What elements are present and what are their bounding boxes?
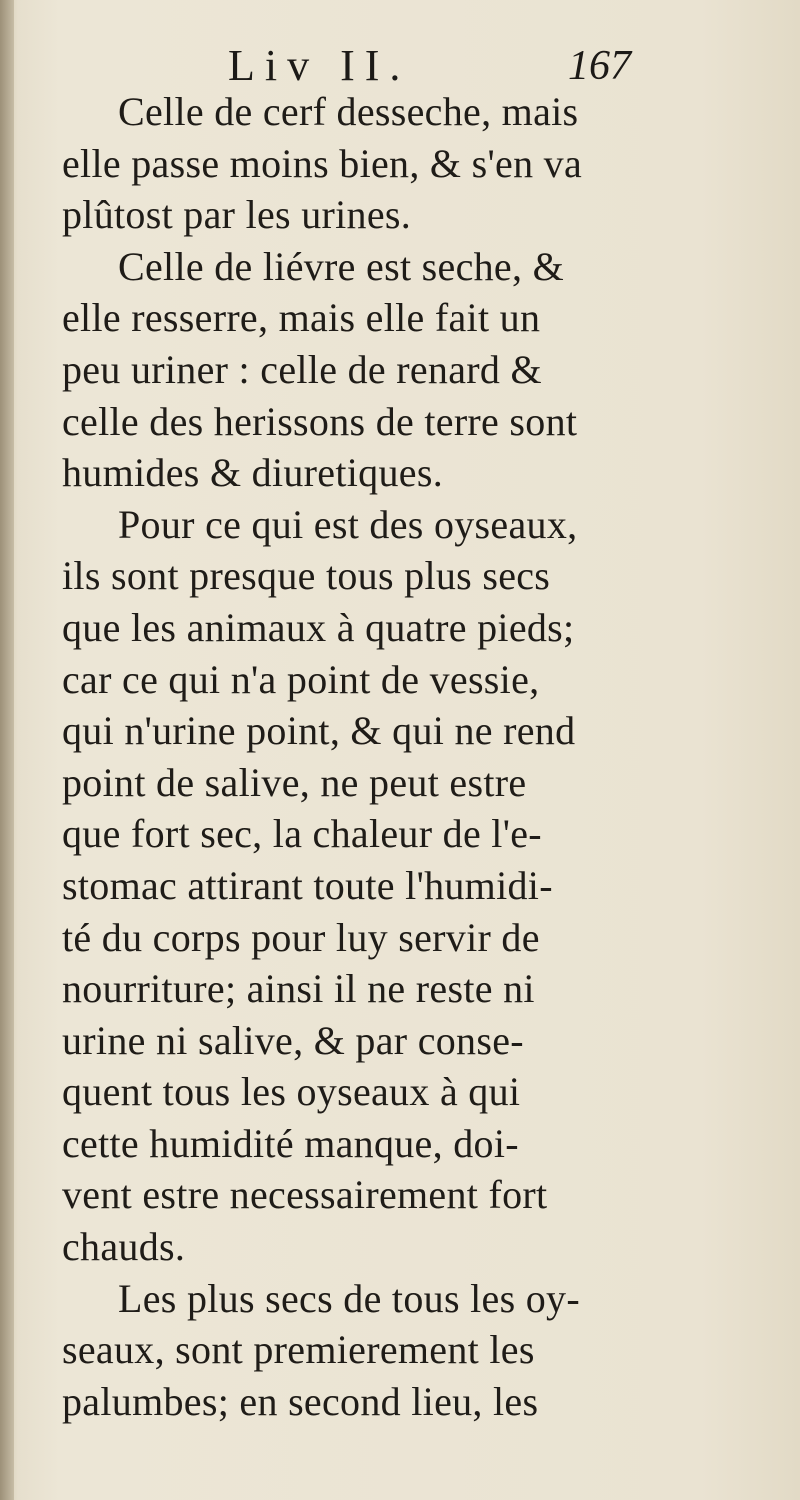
text-line: Celle de liévre est seche, & [118, 243, 564, 289]
text-line: peu uriner : celle de renard & [62, 346, 542, 392]
text-line: plûtost par les urines. [62, 192, 412, 238]
text-line: qui n'urine point, & qui ne rend [62, 708, 576, 754]
text-line: que fort sec, la chaleur de l'e- [62, 811, 542, 857]
text-line: vent estre necessairement fort [62, 1172, 548, 1218]
text-line: que les animaux à quatre pieds; [62, 604, 575, 650]
text-line: celle des herissons de terre sont [62, 398, 578, 444]
text-line: nourriture; ainsi il ne reste ni [62, 966, 535, 1012]
text-line: seaux, sont premierement les [62, 1327, 535, 1373]
running-head: Liv II. [228, 41, 411, 90]
text-line: quent tous les oyseaux à qui [62, 1069, 521, 1115]
text-line: Les plus secs de tous les oy- [118, 1275, 580, 1321]
text-line: Celle de cerf desseche, mais [118, 89, 579, 134]
text-line: car ce qui n'a point de vessie, [62, 656, 540, 702]
text-line: ils sont presque tous plus secs [62, 553, 551, 599]
text-line: chauds. [62, 1224, 186, 1270]
text-line: humides & diuretiques. [62, 450, 443, 496]
text-line: té du corps pour luy servir de [62, 914, 540, 960]
text-line: cette humidité manque, doi- [62, 1120, 519, 1166]
text-line: palumbes; en second lieu, les [62, 1378, 539, 1424]
text-line: point de salive, ne peut estre [62, 759, 527, 805]
text-line: urine ni salive, & par conse- [62, 1017, 524, 1063]
text-line: elle resserre, mais elle fait un [62, 295, 541, 341]
text-line: stomac attirant toute l'humidi- [62, 862, 553, 908]
text-line: elle passe moins bien, & s'en va [62, 140, 583, 186]
text-line: Pour ce qui est des oyseaux, [118, 501, 578, 547]
page-number: 167 [568, 43, 631, 89]
body-text [62, 86, 682, 1427]
